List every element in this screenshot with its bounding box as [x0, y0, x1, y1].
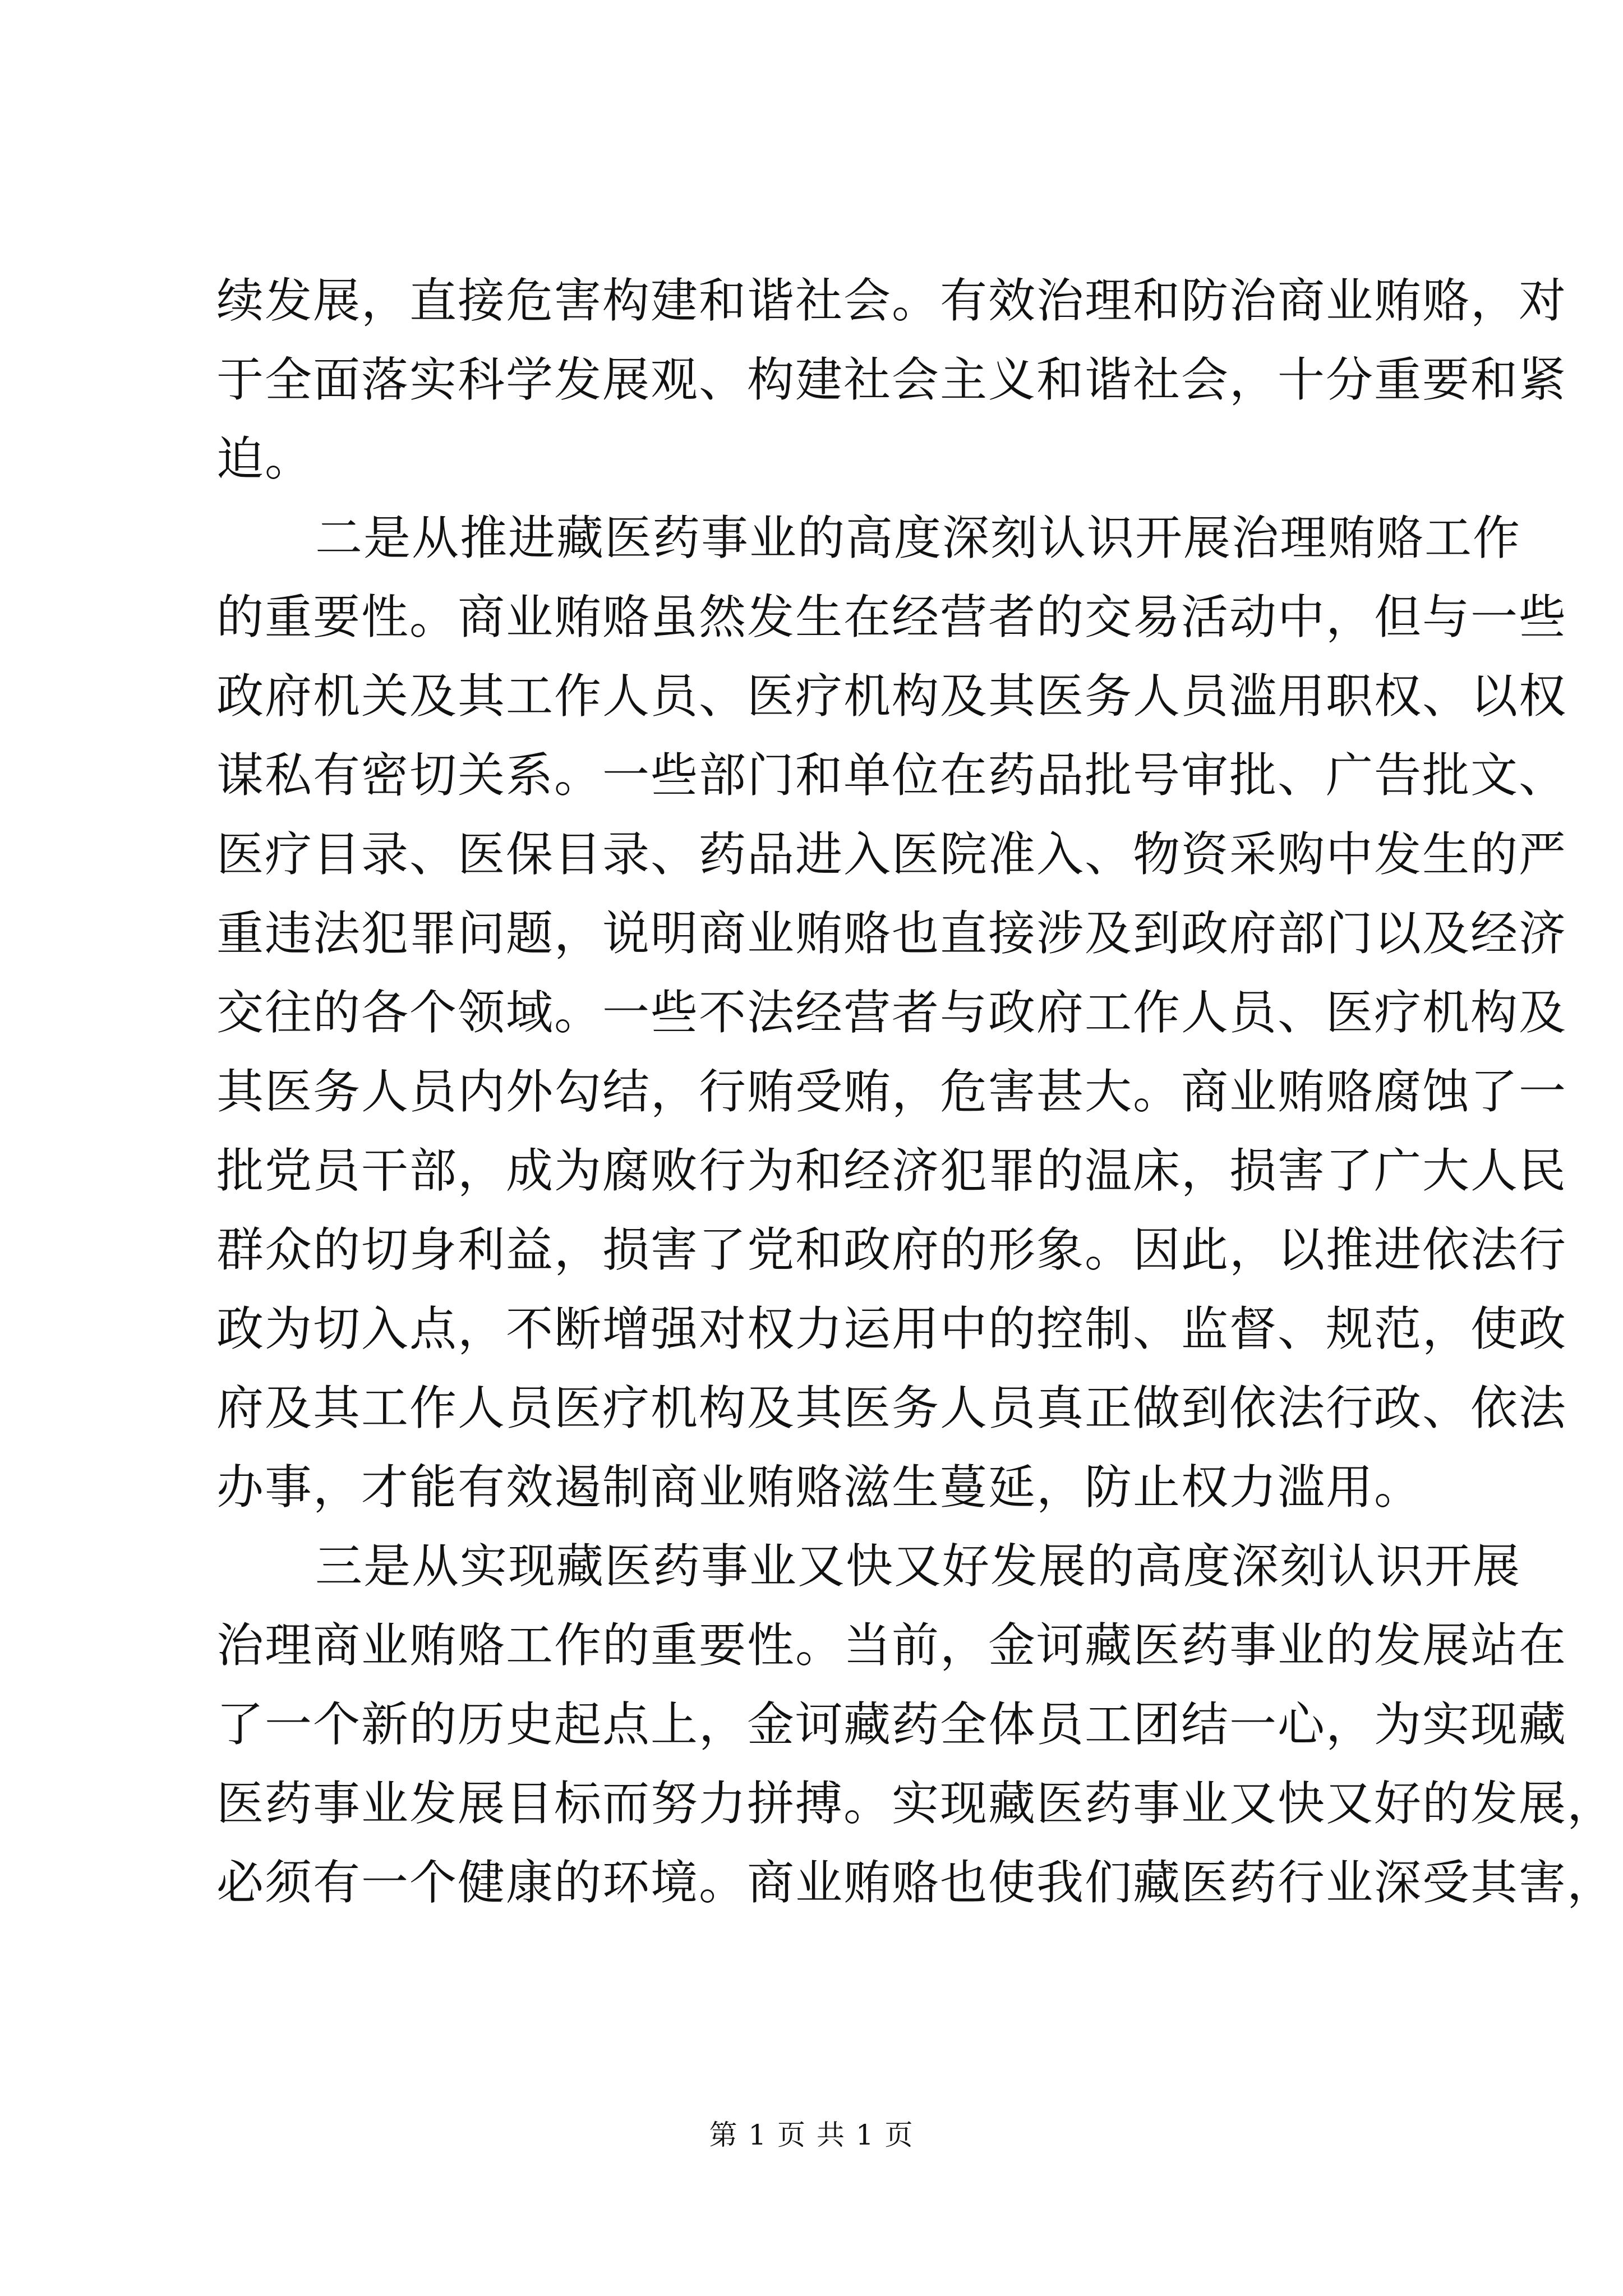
- text-line: 于全面落实科学发展观、构建社会主义和谐社会，十分重要和紧: [216, 352, 1567, 407]
- text-line: 必须有一个健康的环境。商业贿赂也使我们藏医药行业深受其害，: [216, 1855, 1616, 1910]
- text-line: 的重要性。商业贿赂虽然发生在经营者的交易活动中，但与一些: [216, 590, 1567, 645]
- text-line: 批党员干部，成为腐败行为和经济犯罪的温床，损害了广大人民: [216, 1143, 1567, 1198]
- text-line: 二是从推进藏医药事业的高度深刻认识开展治理贿赂工作: [315, 510, 1521, 565]
- text-line: 续发展，直接危害构建和谐社会。有效治理和防治商业贿赂，对: [216, 273, 1567, 328]
- paragraph: [216, 1527, 1616, 1922]
- text-line: 治理商业贿赂工作的重要性。当前，金诃藏医药事业的发展站在: [216, 1618, 1567, 1673]
- paragraph: [216, 499, 1567, 1527]
- text-line: 重违法犯罪问题，说明商业贿赂也直接涉及到政府部门以及经济: [216, 906, 1567, 961]
- text-line: 医疗目录、医保目录、药品进入医院准入、物资采购中发生的严: [216, 827, 1567, 882]
- text-line: 其医务人员内外勾结，行贿受贿，危害甚大。商业贿赂腐蚀了一: [216, 1064, 1567, 1119]
- text-line: 府及其工作人员医疗机构及其医务人员真正做到依法行政、依法: [216, 1381, 1567, 1435]
- text-line: 政府机关及其工作人员、医疗机构及其医务人员滥用职权、以权: [216, 669, 1567, 724]
- text-line: 政为切入点，不断增强对权力运用中的控制、监督、规范，使政: [216, 1301, 1567, 1356]
- text-line: 迫。: [216, 431, 313, 486]
- document-body: [216, 261, 1616, 1922]
- text-line: 谋私有密切关系。一些部门和单位在药品批号审批、广告批文、: [216, 748, 1567, 803]
- text-line: 了一个新的历史起点上，金诃藏药全体员工团结一心，为实现藏: [216, 1697, 1567, 1752]
- text-line: 医药事业发展目标而努力拼搏。实现藏医药事业又快又好的发展，: [216, 1776, 1616, 1831]
- text-line: 办事，才能有效遏制商业贿赂滋生蔓延，防止权力滥用。: [216, 1460, 1423, 1515]
- text-line: 群众的切身利益，损害了党和政府的形象。因此，以推进依法行: [216, 1222, 1567, 1277]
- paragraph: [216, 261, 1567, 499]
- text-line: 交往的各个领域。一些不法经营者与政府工作人员、医疗机构及: [216, 985, 1567, 1040]
- page-number-footer: 第 1 页 共 1 页: [709, 2119, 914, 2151]
- text-line: 三是从实现藏医药事业又快又好发展的高度深刻认识开展: [315, 1539, 1521, 1594]
